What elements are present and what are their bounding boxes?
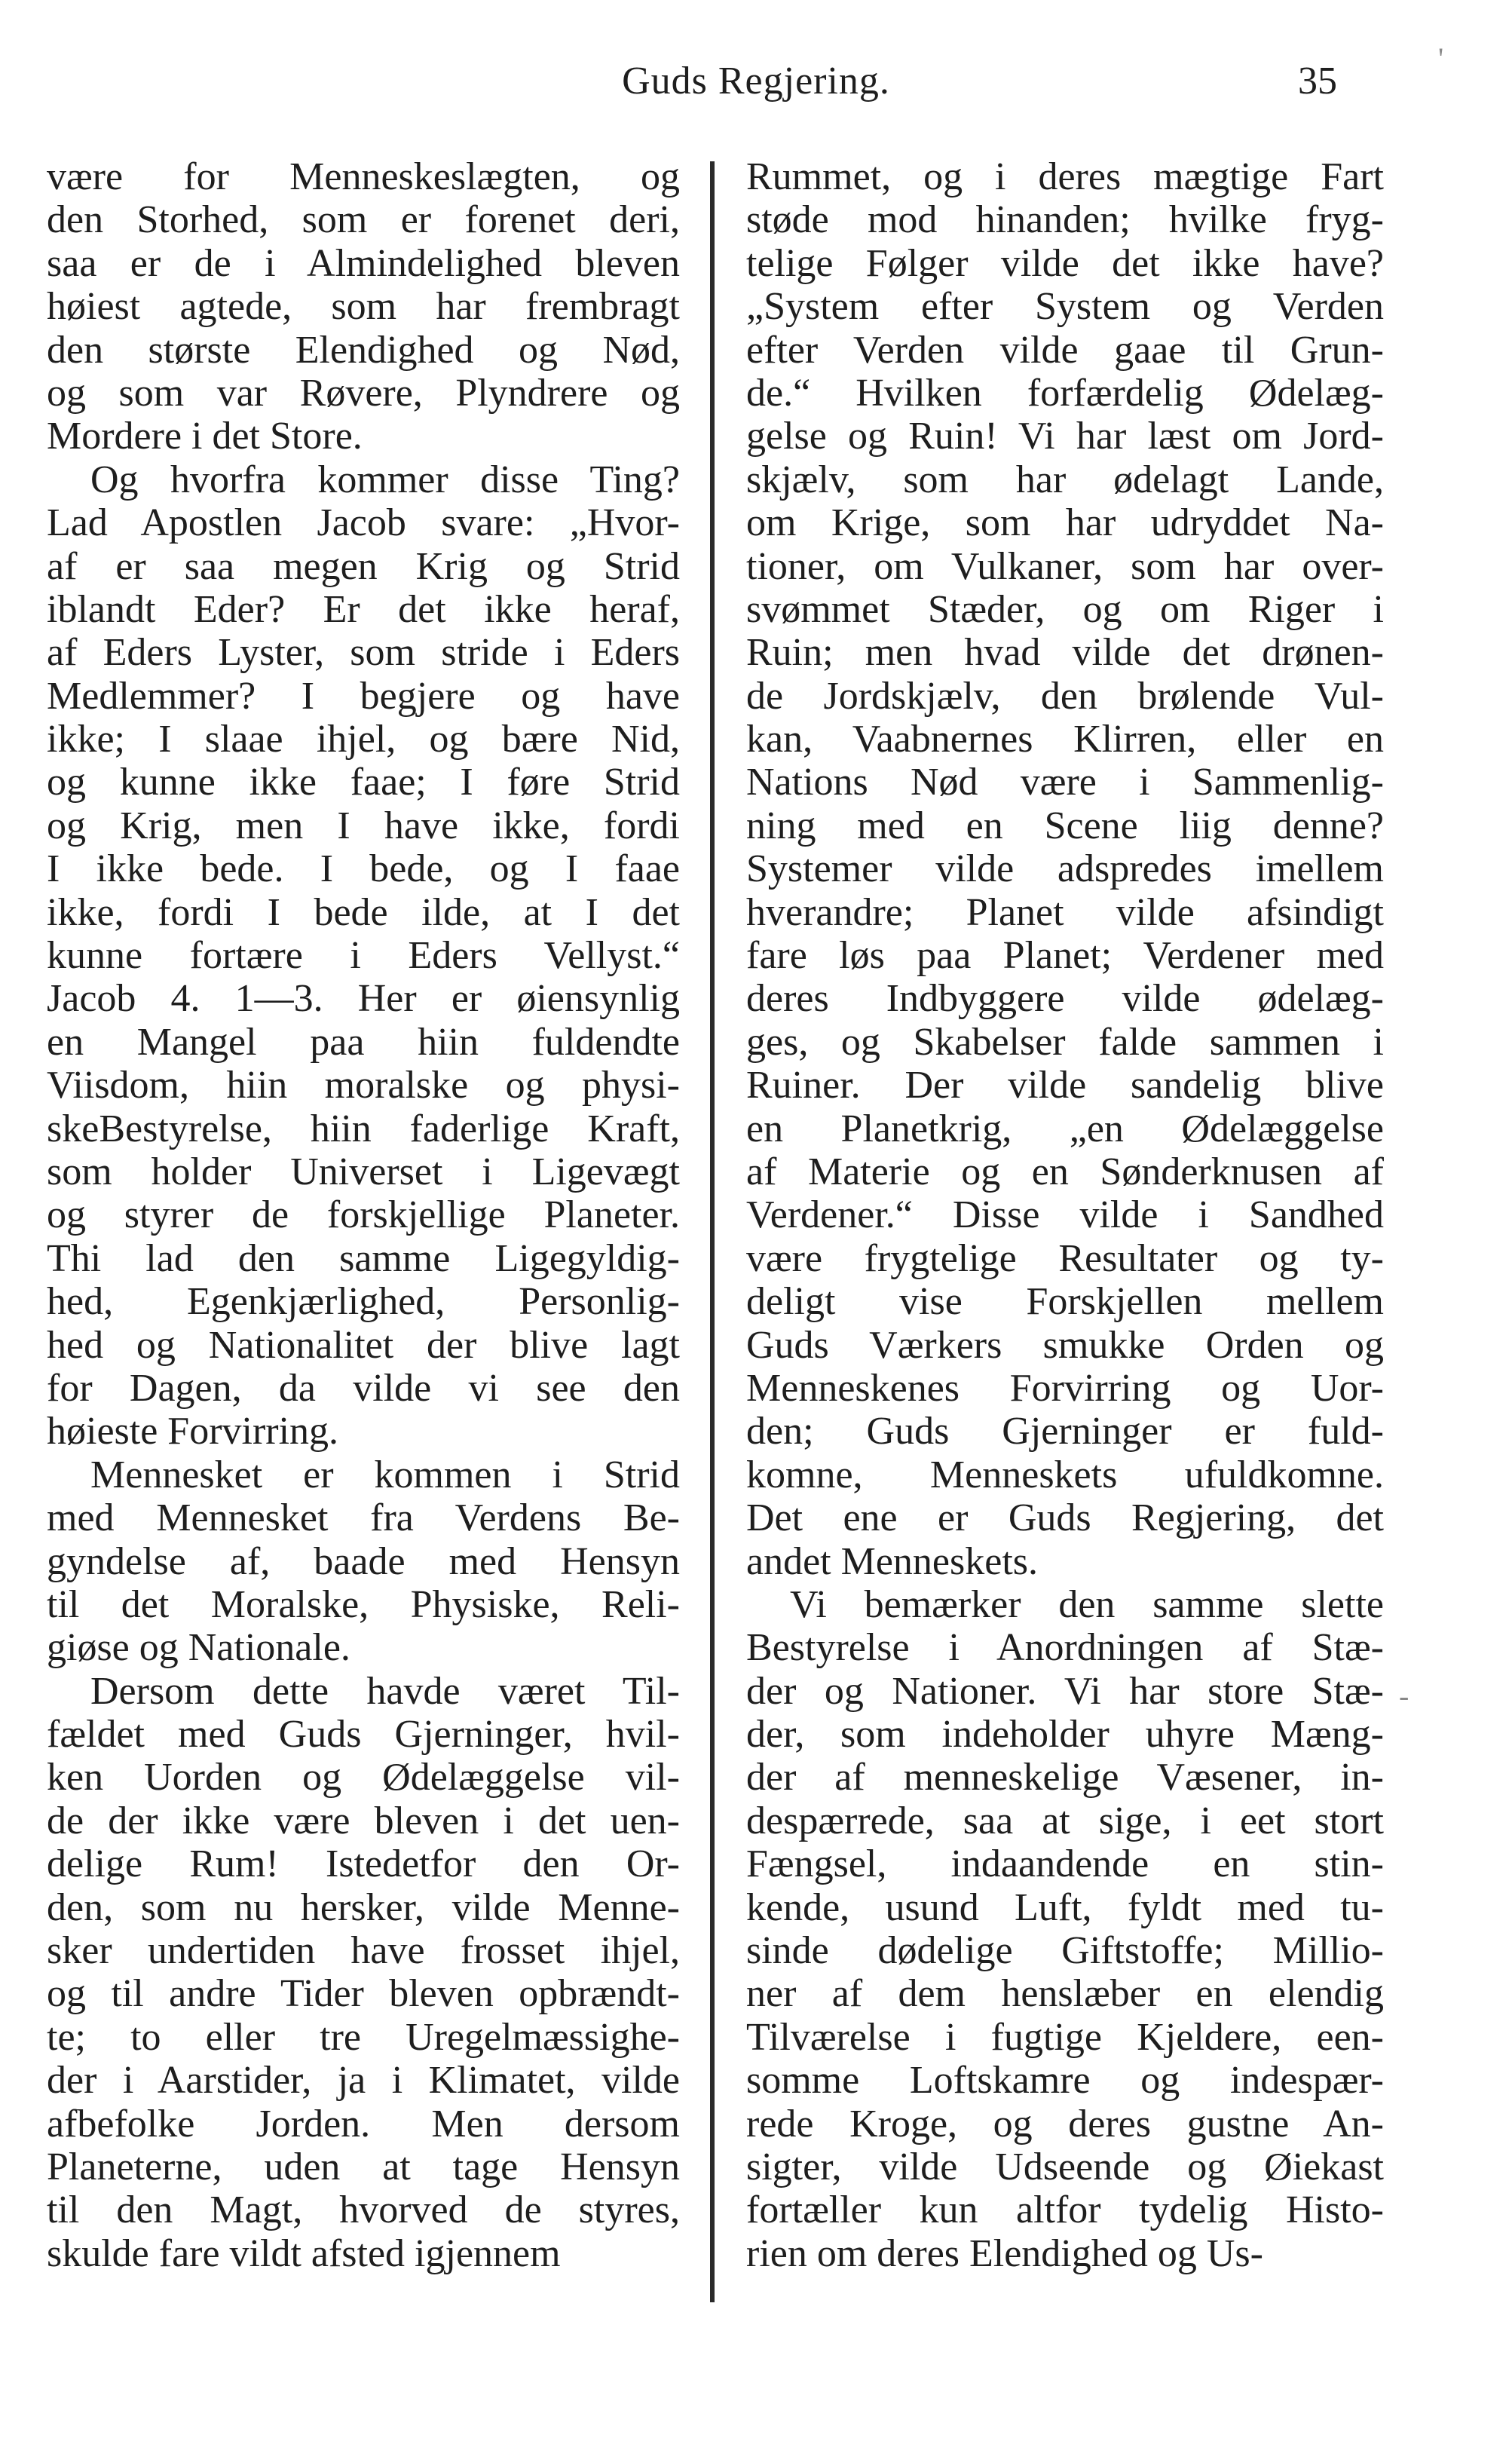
text-line: hed, Egenkjærlighed, Personlig- bbox=[47, 1280, 680, 1324]
text-line: sinde dødelige Giftstoffe; Millio- bbox=[746, 1929, 1384, 1973]
text-line: der af menneskelige Væsener, in- bbox=[746, 1756, 1384, 1799]
text-line: være frygtelige Resultater og ty- bbox=[746, 1236, 1384, 1280]
text-line: den Storhed, som er forenet deri, bbox=[47, 198, 680, 242]
text-line: Det ene er Guds Regjering, det bbox=[746, 1496, 1384, 1540]
text-line: være for Menneskeslægten, og bbox=[47, 155, 680, 198]
text-line: Mennesket er kommen i Strid bbox=[90, 1453, 680, 1496]
text-line: og styrer de forskjellige Planeter. bbox=[47, 1193, 680, 1237]
text-line: „System efter System og Verden bbox=[746, 285, 1384, 329]
text-line: ges, og Skabelser falde sammen i bbox=[746, 1020, 1384, 1064]
text-line: iblandt Eder? Er det ikke heraf, bbox=[47, 587, 680, 631]
text-line: deres Indbyggere vilde ødelæg- bbox=[746, 977, 1384, 1021]
text-line: som holder Universet i Ligevægt bbox=[47, 1150, 680, 1193]
text-line: der, som indeholder uhyre Mæng- bbox=[746, 1713, 1384, 1757]
text-line: kan, Vaabnernes Klirren, eller en bbox=[746, 718, 1384, 761]
text-line: giøse og Nationale. bbox=[47, 1626, 350, 1670]
column-divider bbox=[710, 161, 715, 2302]
text-line: Planeterne, uden at tage Hensyn bbox=[47, 2145, 680, 2188]
text-line: Tilværelse i fugtige Kjeldere, een- bbox=[746, 2015, 1384, 2059]
text-line: rede Kroge, og deres gustne An- bbox=[746, 2102, 1384, 2146]
text-line: der og Nationer. Vi har store Stæ- bbox=[746, 1669, 1384, 1713]
running-title: Guds Regjering. bbox=[622, 60, 890, 103]
page-number: 35 bbox=[1298, 60, 1337, 103]
text-line: fortæller kun altfor tydelig Histo- bbox=[746, 2188, 1384, 2232]
page-header bbox=[0, 59, 1512, 119]
text-line: sker undertiden have frosset ihjel, bbox=[47, 1929, 680, 1973]
text-line: Vi bemærker den samme slette bbox=[790, 1582, 1384, 1626]
left-text-column bbox=[47, 155, 680, 2275]
text-line: somme Loftskamre og indespær- bbox=[746, 2059, 1384, 2103]
text-line: hed og Nationalitet der blive lagt bbox=[47, 1323, 680, 1367]
text-line: støde mod hinanden; hvilke fryg- bbox=[746, 198, 1384, 242]
text-line: Guds Værkers smukke Orden og bbox=[746, 1323, 1384, 1367]
text-line: te; to eller tre Uregelmæssighe- bbox=[47, 2015, 680, 2059]
text-line: til den Magt, hvorved de styres, bbox=[47, 2188, 680, 2232]
text-line: Jacob 4. 1—3. Her er øiensynlig bbox=[47, 977, 680, 1021]
text-line: delige Rum! Istedetfor den Or- bbox=[47, 1842, 680, 1886]
text-line: andet Menneskets. bbox=[746, 1539, 1039, 1583]
text-line: Systemer vilde adspredes imellem bbox=[746, 847, 1384, 891]
text-line: ikke, fordi I bede ilde, at I det bbox=[47, 890, 680, 934]
text-line: kunne fortære i Eders Vellyst.“ bbox=[47, 934, 680, 978]
text-line: skulde fare vildt afsted igjennem bbox=[47, 2231, 561, 2275]
text-line: Mordere i det Store. bbox=[47, 415, 363, 458]
text-line: der i Aarstider, ja i Klimatet, vilde bbox=[47, 2059, 680, 2103]
text-line: tioner, om Vulkaner, som har over- bbox=[746, 544, 1384, 588]
text-line: deligt vise Forskjellen mellem bbox=[746, 1280, 1384, 1324]
text-line: de der ikke være bleven i det uen- bbox=[47, 1799, 680, 1842]
text-line: de Jordskjælv, den brølende Vul- bbox=[746, 674, 1384, 718]
text-line: af Eders Lyster, som stride i Eders bbox=[47, 631, 680, 675]
text-line: Menneskenes Forvirring og Uor- bbox=[746, 1366, 1384, 1410]
text-line: Viisdom, hiin moralske og physi- bbox=[47, 1064, 680, 1107]
margin-mark-right: - bbox=[1399, 1679, 1409, 1713]
text-line: Fængsel, indaandende en stin- bbox=[746, 1842, 1384, 1886]
text-line: skjælv, som har ødelagt Lande, bbox=[746, 458, 1384, 501]
text-line: ner af dem henslæber en elendig bbox=[746, 1972, 1384, 2016]
text-line: Bestyrelse i Anordningen af Stæ- bbox=[746, 1626, 1384, 1670]
text-line: despærrede, saa at sige, i eet stort bbox=[746, 1799, 1384, 1842]
text-line: fældet med Guds Gjerninger, hvil- bbox=[47, 1713, 680, 1757]
right-text-column bbox=[746, 155, 1384, 2275]
text-line: Ruiner. Der vilde sandelig blive bbox=[746, 1064, 1384, 1107]
text-line: høiest agtede, som har frembragt bbox=[47, 285, 680, 329]
text-line: afbefolke Jorden. Men dersom bbox=[47, 2102, 680, 2146]
text-line: med Mennesket fra Verdens Be- bbox=[47, 1496, 680, 1540]
text-line: telige Følger vilde det ikke have? bbox=[746, 241, 1384, 285]
text-line: saa er de i Almindelighed bleven bbox=[47, 241, 680, 285]
text-line: de.“ Hvilken forfærdelig Ødelæg- bbox=[746, 371, 1384, 415]
text-line: fare løs paa Planet; Verdener med bbox=[746, 934, 1384, 978]
text-line: rien om deres Elendighed og Us- bbox=[746, 2231, 1263, 2275]
text-line: og til andre Tider bleven opbrændt- bbox=[47, 1972, 680, 2016]
text-line: Dersom dette havde været Til- bbox=[90, 1669, 680, 1713]
text-line: Thi lad den samme Ligegyldig- bbox=[47, 1236, 680, 1280]
text-line: og Krig, men I have ikke, fordi bbox=[47, 804, 680, 847]
text-line: for Dagen, da vilde vi see den bbox=[47, 1366, 680, 1410]
text-line: den største Elendighed og Nød, bbox=[47, 328, 680, 372]
text-line: ken Uorden og Ødelæggelse vil- bbox=[47, 1756, 680, 1799]
text-line: Ruin; men hvad vilde det drønen- bbox=[746, 631, 1384, 675]
text-line: hverandre; Planet vilde afsindigt bbox=[746, 890, 1384, 934]
text-line: ning med en Scene liig denne? bbox=[746, 804, 1384, 847]
text-line: skeBestyrelse, hiin faderlige Kraft, bbox=[47, 1107, 680, 1150]
text-line: Rummet, og i deres mægtige Fart bbox=[746, 155, 1384, 198]
text-line: Verdener.“ Disse vilde i Sandhed bbox=[746, 1193, 1384, 1237]
text-line: og kunne ikke faae; I føre Strid bbox=[47, 761, 680, 804]
text-line: Nations Nød være i Sammenlig- bbox=[746, 761, 1384, 804]
text-line: gelse og Ruin! Vi har læst om Jord- bbox=[746, 415, 1384, 458]
text-line: og som var Røvere, Plyndrere og bbox=[47, 371, 680, 415]
text-line: sigter, vilde Udseende og Øiekast bbox=[746, 2145, 1384, 2188]
text-line: høieste Forvirring. bbox=[47, 1410, 339, 1453]
text-line: Lad Apostlen Jacob svare: „Hvor- bbox=[47, 501, 680, 545]
text-line: komne, Menneskets ufuldkomne. bbox=[746, 1453, 1384, 1496]
text-line: en Planetkrig, „en Ødelæggelse bbox=[746, 1107, 1384, 1150]
text-line: gyndelse af, baade med Hensyn bbox=[47, 1539, 680, 1583]
text-line: af Materie og en Sønderknusen af bbox=[746, 1150, 1384, 1193]
text-line: af er saa megen Krig og Strid bbox=[47, 544, 680, 588]
text-line: svømmet Stæder, og om Riger i bbox=[746, 587, 1384, 631]
text-line: Medlemmer? I begjere og have bbox=[47, 674, 680, 718]
text-line: ikke; I slaae ihjel, og bære Nid, bbox=[47, 718, 680, 761]
text-line: den, som nu hersker, vilde Menne- bbox=[47, 1885, 680, 1929]
text-line: Og hvorfra kommer disse Ting? bbox=[90, 458, 680, 501]
text-line: I ikke bede. I bede, og I faae bbox=[47, 847, 680, 891]
text-line: om Krige, som har udryddet Na- bbox=[746, 501, 1384, 545]
text-line: kende, usund Luft, fyldt med tu- bbox=[746, 1885, 1384, 1929]
text-line: til det Moralske, Physiske, Reli- bbox=[47, 1582, 680, 1626]
text-line: en Mangel paa hiin fuldendte bbox=[47, 1020, 680, 1064]
text-line: den; Guds Gjerninger er fuld- bbox=[746, 1410, 1384, 1453]
margin-mark-top: ' bbox=[1438, 41, 1444, 75]
text-line: efter Verden vilde gaae til Grun- bbox=[746, 328, 1384, 372]
